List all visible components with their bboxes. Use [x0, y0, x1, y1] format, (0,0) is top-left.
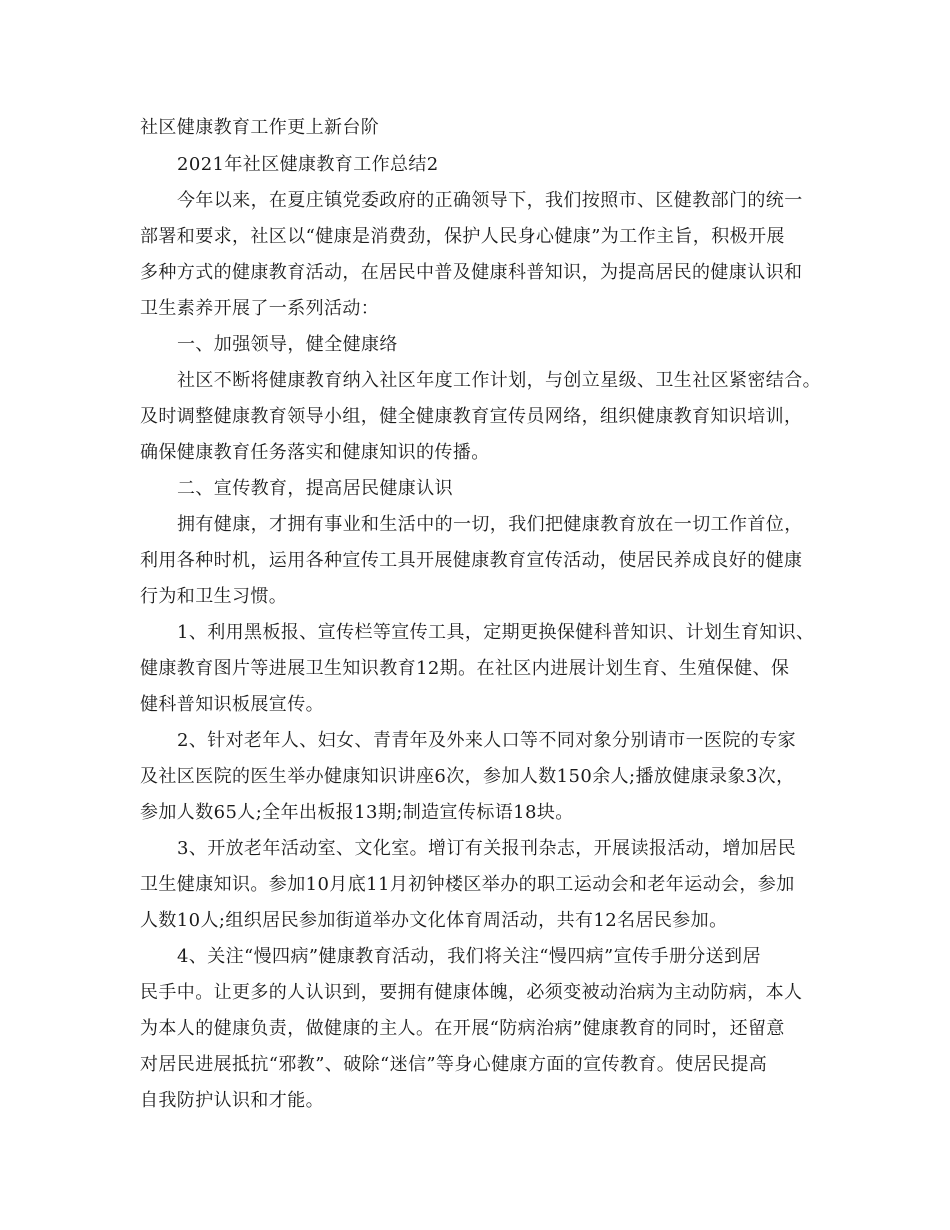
- paragraph-intro-line: 多种方式的健康教育活动，在居民中普及健康科普知识，为提高居民的健康认识和: [140, 262, 803, 283]
- document-subtitle: 2021年社区健康教育工作总结2: [177, 154, 439, 175]
- list-item-1-line: 健康教育图片等进展卫生知识教育12期。在社区内进展计划生育、生殖保健、保: [140, 658, 790, 679]
- list-item-2-line: 参加人数65人;全年出板报13期;制造宣传标语18块。: [140, 802, 574, 823]
- list-item-4-line: 自我防护认识和才能。: [140, 1090, 324, 1111]
- list-item-2-line: 及社区医院的医生举办健康知识讲座6次，参加人数150余人;播放健康录象3次，: [140, 766, 795, 787]
- paragraph-section1-line: 社区不断将健康教育纳入社区年度工作计划，与创立星级、卫生社区紧密结合。: [177, 370, 821, 391]
- paragraph-section1-line: 确保健康教育任务落实和健康知识的传播。: [140, 442, 490, 463]
- paragraph-section2-line: 行为和卫生习惯。: [140, 586, 288, 607]
- paragraph-section1-line: 及时调整健康教育领导小组，健全健康教育宣传员网络，组织健康教育知识培训，: [140, 406, 803, 427]
- list-item-4-line: 4、关注“慢四病”健康教育活动，我们将关注“慢四病”宣传手册分送到居: [177, 946, 761, 967]
- paragraph-intro-line: 今年以来，在夏庄镇党委政府的正确领导下，我们按照市、区健教部门的统一: [177, 190, 803, 211]
- paragraph-section2-line: 拥有健康，才拥有事业和生活中的一切，我们把健康教育放在一切工作首位，: [177, 514, 803, 535]
- paragraph-section2-line: 利用各种时机，运用各种宣传工具开展健康教育宣传活动，使居民养成良好的健康: [140, 550, 803, 571]
- paragraph-intro-line: 卫生素养开展了一系列活动：: [140, 298, 380, 319]
- list-item-4-line: 民手中。让更多的人认识到，要拥有健康体魄，必须变被动治病为主动防病，本人: [140, 982, 803, 1003]
- paragraph-intro-line: 部署和要求，社区以“健康是消费劲，保护人民身心健康”为工作主旨，积极开展: [140, 226, 785, 247]
- document-title: 社区健康教育工作更上新台阶: [140, 117, 380, 138]
- list-item-3-line: 人数10人;组织居民参加街道举办文化体育周活动，共有12名居民参加。: [140, 910, 728, 931]
- list-item-1-line: 健科普知识板展宣传。: [140, 694, 324, 715]
- section-heading-1: 一、加强领导，健全健康络: [177, 334, 398, 355]
- list-item-3-line: 卫生健康知识。参加10月底11月初钟楼区举办的职工运动会和老年运动会，参加: [140, 874, 795, 895]
- section-heading-2: 二、宣传教育，提高居民健康认识: [177, 478, 453, 499]
- list-item-4-line: 为本人的健康负责，做健康的主人。在开展“防病治病”健康教育的同时，还留意: [140, 1018, 785, 1039]
- list-item-3-line: 3、开放老年活动室、文化室。增订有关报刊杂志，开展读报活动，增加居民: [177, 838, 797, 859]
- list-item-1-line: 1、利用黑板报、宣传栏等宣传工具，定期更换保健科普知识、计划生育知识、: [177, 622, 815, 643]
- list-item-2-line: 2、针对老年人、妇女、青青年及外来人口等不同对象分别请市一医院的专家: [177, 730, 797, 751]
- list-item-4-line: 对居民进展抵抗“邪教”、破除“迷信”等身心健康方面的宣传教育。使居民提高: [140, 1054, 768, 1075]
